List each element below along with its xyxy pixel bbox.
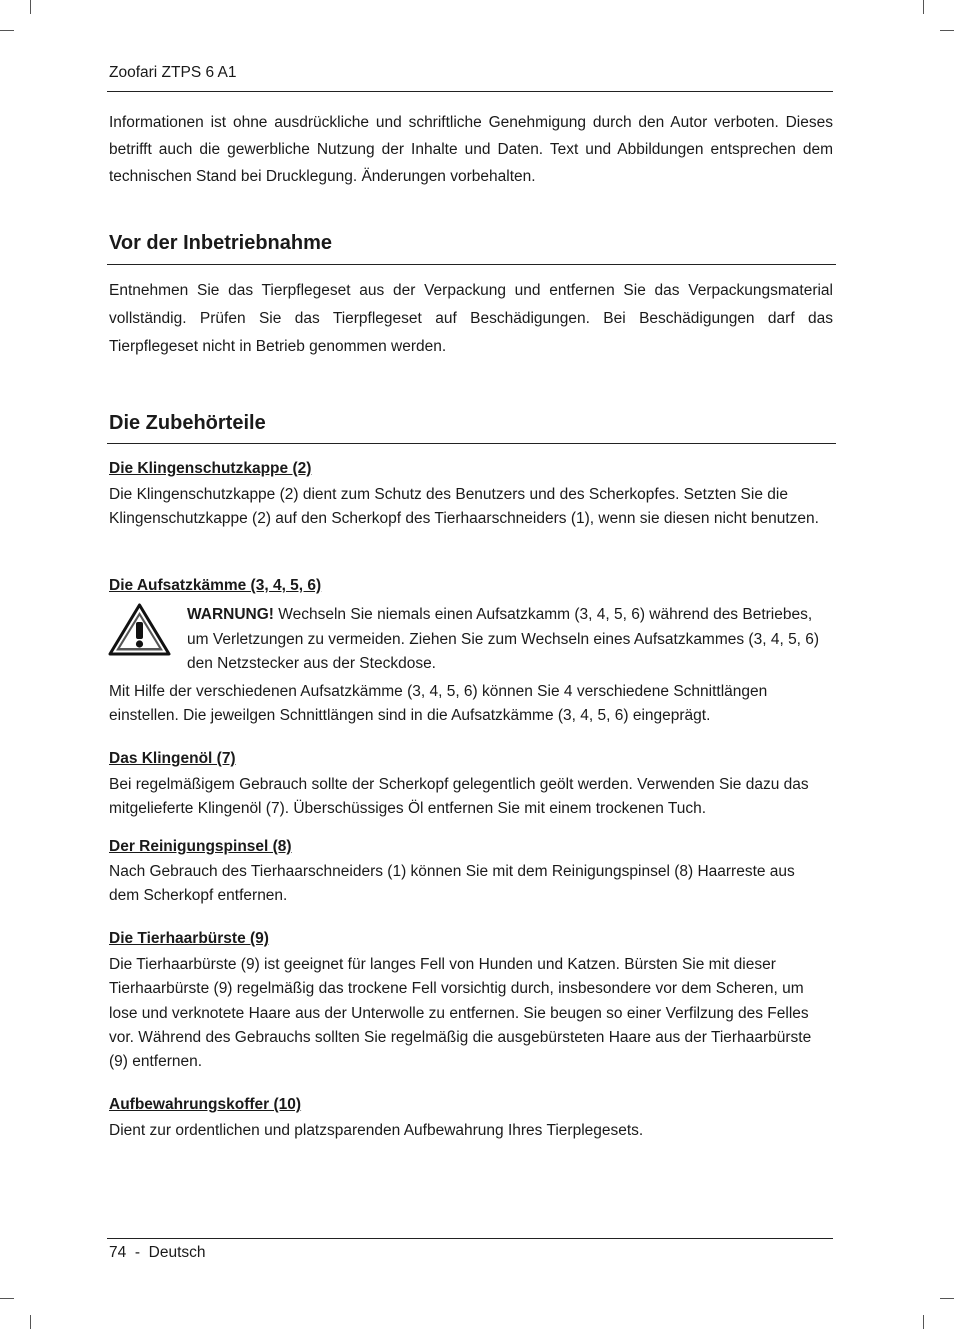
warning-title: WARNUNG! — [187, 606, 274, 623]
case-paragraph: Dient zur ordentlichen und platzsparenden Aufbewahrung Ihres Tierplegesets. — [109, 1122, 644, 1139]
crop-mark — [0, 1298, 14, 1299]
header-rule — [107, 91, 833, 92]
crop-mark — [923, 1315, 924, 1329]
subheading-combs: Die Aufsatzkämme (3, 4, 5, 6) — [109, 577, 322, 594]
footer — [109, 1244, 206, 1262]
crop-mark — [30, 1315, 31, 1329]
footer-separator: - — [134, 1244, 141, 1261]
subheading-hair-brush: Die Tierhaarbürste (9) — [109, 930, 269, 947]
page-number: 74 — [109, 1244, 127, 1261]
heading-accessories: Die Zubehörteile — [109, 412, 266, 434]
crop-mark — [923, 0, 924, 14]
crop-mark — [940, 1298, 954, 1299]
intro-paragraph: Informationen ist ohne ausdrückliche und schriftliche Genehmigung durch den Autor verboten. Dieses betrifft auch die gewerbliche Nutzung der Inhalte und Daten. Text und Abbildungen entsprechen dem technischen Stand bei Drucklegung. Änderungen vorbehalten. — [109, 114, 833, 185]
cleaning-brush-paragraph: Nach Gebrauch des Tierhaarschneiders (1) können Sie mit dem Reinigungspinsel (8) Haarreste aus dem Scherkopf entfernen. — [109, 863, 795, 905]
warning-box — [187, 603, 827, 677]
combs-paragraph: Mit Hilfe der verschiedenen Aufsatzkämme (3, 4, 5, 6) können Sie 4 verschiedene Schnittlängen einstellen. Die jeweilgen Schnittlängen sind in die Aufsatzkämme (3, 4, 5, 6) eingeprägt. — [109, 683, 768, 725]
crop-mark — [30, 0, 31, 14]
before-use-paragraph: Entnehmen Sie das Tierpflegeset aus der Verpackung und entfernen Sie das Verpackungsmaterial vollständig. Prüfen Sie das Tierpflegeset auf Beschädigungen. Bei Beschädigungen darf das Tierpflegeset nicht in Betrieb genommen werden. — [109, 282, 833, 355]
crop-mark — [0, 30, 14, 31]
footer-rule — [107, 1238, 833, 1239]
subheading-cleaning-brush: Der Reinigungspinsel (8) — [109, 838, 292, 855]
hair-brush-paragraph: Die Tierhaarbürste (9) ist geeignet für langes Fell von Hunden und Katzen. Bürsten Sie mit dieser Tierhaarbürste (9) regelmäßig das trockene Fell vorsichtig durch, insbesondere vor dem Scheren, um lose und verknotete Haare aus der Unterwolle zu entfernen. Sie beugen so einer Verfilzung des Felles vor. Während des Gebrauchs sollten Sie regelmäßig die ausgebürsteten Haare aus der Tierhaarbürste (9) entfernen. — [109, 956, 812, 1071]
footer-language: Deutsch — [148, 1244, 206, 1261]
warning-icon — [108, 603, 171, 656]
subheading-case: Aufbewahrungskoffer (10) — [109, 1096, 302, 1113]
blade-cap-paragraph: Die Klingenschutzkappe (2) dient zum Schutz des Benutzers und des Scherkopfes. Setzten Sie die Klingenschutzkappe (2) auf den Scherkopf des Tierhaarschneiders (1), wenn sie diesen nicht benutzen. — [109, 486, 819, 528]
warning-text: Wechseln Sie niemals einen Aufsatzkamm (3, 4, 5, 6) während des Betriebes, um Verletzungen zu vermeiden. Ziehen Sie zum Wechseln eines Aufsatzkammes (3, 4, 5, 6) den Netzstecker aus der Steckdose. — [187, 606, 820, 672]
subheading-oil: Das Klingenöl (7) — [109, 750, 236, 767]
heading-before-use: Vor der Inbetriebnahme — [109, 232, 333, 254]
heading-rule — [107, 443, 836, 444]
header-title: Zoofari ZTPS 6 A1 — [109, 64, 237, 81]
subheading-blade-cap: Die Klingenschutzkappe (2) — [109, 460, 312, 477]
heading-rule — [107, 264, 836, 265]
oil-paragraph: Bei regelmäßigem Gebrauch sollte der Scherkopf gelegentlich geölt werden. Verwenden Sie dazu das mitgelieferte Klingenöl (7). Überschüssiges Öl entfernen Sie mit einem trockenen Tuch. — [109, 776, 809, 818]
crop-mark — [940, 30, 954, 31]
